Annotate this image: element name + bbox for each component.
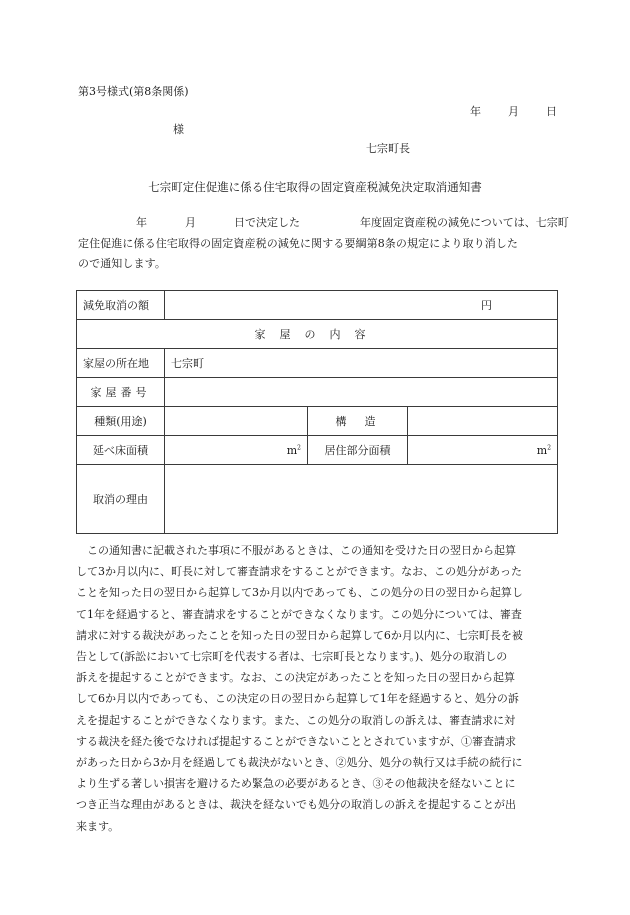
residential-area-unit: m [536,443,548,457]
notice-line: 訴えを提起することができます。なお、この決定があったことを知った日の翌日から起算 [76,671,516,685]
notice-line: て1年を経過すると、審査請求をすることができなくなります。この処分については、審査 [76,607,522,621]
type-value [165,407,308,436]
reason-value [165,465,558,534]
reason-label: 取消の理由 [77,465,165,534]
house-section-heading: 家屋の内容 [77,320,558,349]
house-number-value [165,378,558,407]
date-year: 年 [470,105,481,118]
house-section-row [77,320,558,349]
notice-line: この通知書に記載された事項に不服があるときは、この通知を受けた日の翌日から起算 [87,544,516,557]
notice-line: があった日から3か月を経過しても裁決がないとき、②処分、処分の執行又は手続の続行に [76,756,523,770]
date-day: 日 [546,105,557,118]
floor-area-value [165,436,308,465]
residential-area-unit-sup: 2 [547,443,552,451]
location-value: 七宗町 [165,349,558,378]
residential-area-value [408,436,558,465]
house-info-table [76,290,558,534]
structure-label: 構造 [308,407,408,436]
exemption-amount-field [165,291,558,320]
notice-line: する裁決を経た後でなければ提起することができないこととされていますが、①審査請求 [76,734,516,748]
form-number: 第3号様式(第8条関係) [78,85,189,98]
notice-line: ことを知った日の翌日から起算して3か月以内であっても、この処分の日の翌日から起算し [76,586,523,600]
type-structure-row [77,407,558,436]
house-number-label: 家屋番号 [77,378,165,407]
notice-line: より生ずる著しい損害を避けるため緊急の必要があるとき、③その他裁決を経ないことに [76,777,516,791]
area-row [77,436,558,465]
body-line-3: ので通知します。 [78,257,166,270]
residential-area-label: 居住部分面積 [308,436,408,465]
recipient-suffix: 様 [173,123,184,136]
body-paragraph [78,213,569,275]
floor-area-unit-sup: 2 [297,443,301,451]
body-day: 日で決定した [234,216,300,229]
house-number-row [77,378,558,407]
document-title: 七宗町定住促進に係る住宅取得の固定資産税減免決定取消通知書 [148,180,482,194]
location-row [77,349,558,378]
exemption-row [77,291,558,320]
notice-line: して6か月以内であっても、この決定の日の翌日から起算して1年を経過すると、処分の訴 [76,692,519,706]
notice-line: 請求に対する裁決があったことを知った日の翌日から起算して6か月以内に、七宗町長を被 [76,628,523,642]
floor-area-unit: m [286,443,298,457]
notice-line: えを提起することができなくなります。また、この処分の取消しの訴えは、審査請求に対 [76,713,516,727]
body-month: 月 [185,216,196,229]
notice-line: つき正当な理由があるときは、裁決を経ないでも処分の取消しの訴えを提起することが出 [76,798,516,812]
body-rest: 年度固定資産税の減免については、七宗町 [360,216,569,229]
notice-line: 来ます。 [76,819,120,833]
notice-line: 告として(訴訟において七宗町を代表する者は、七宗町長となります。)、処分の取消しの [76,650,508,664]
location-label: 家屋の所在地 [77,349,165,378]
appeal-notice [76,540,560,837]
body-year: 年 [136,216,147,229]
floor-area-label: 延べ床面積 [77,436,165,465]
type-label: 種類(用途) [77,407,165,436]
issuer: 七宗町長 [366,142,410,155]
exemption-unit: 円 [481,299,492,312]
body-line-2: 定住促進に係る住宅取得の固定資産税の減免に関する要綱第8条の規定により取り消した [78,236,518,250]
notice-line: して3か月以内に、町長に対して審査請求をすることができます。なお、この処分があった [76,565,523,579]
exemption-label: 減免取消の額 [77,291,165,320]
reason-row [77,465,558,534]
structure-value [408,407,558,436]
date-month: 月 [508,105,519,118]
